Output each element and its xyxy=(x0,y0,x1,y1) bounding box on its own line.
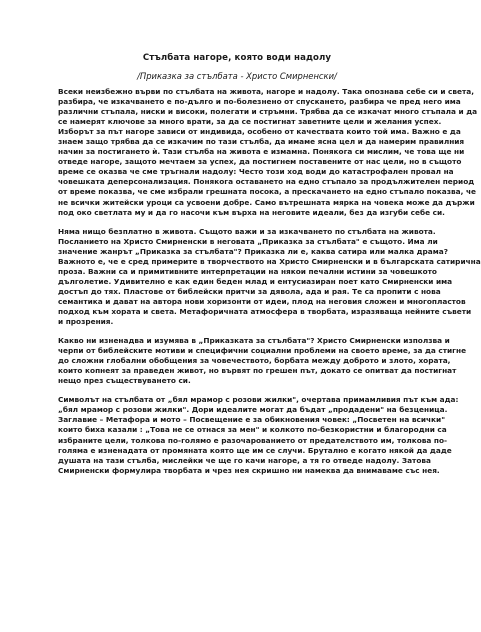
text-line: проза. Важни са и примитивните интерпретации на някои печални истини за човешкото xyxy=(58,266,437,276)
text-line: Изборът за път нагоре зависи от индивида, особено от качествата които той има. Важно е да xyxy=(58,127,461,137)
text-line: начин за постигането ѝ. Тази стълба на живота е измамна. Понякога си мислим, че това ще ни xyxy=(58,147,465,157)
text-line: Какво ни изненадва и изумява в „Приказката за стълбата"? Христо Смирненски използва и xyxy=(58,336,450,346)
text-line: които биха казали : „Това не се отнася за мен" и колкото по-безкористни и благородни са xyxy=(58,425,447,435)
text-line: не всички житейски уроци са усвоени добре. Само вътрешната мярка на човека може да държи xyxy=(58,197,475,207)
text-line: значение жанрът „Приказка за стълбата"? Приказка ли е, каква сатира или малка драма? xyxy=(58,246,448,256)
text-line: избраните цели, толкова по-голямо е разочарованието от предателството им, толкова по- xyxy=(58,435,448,445)
text-line: Смирненски формулира творбата и чрез нея скришно ни намеква да внимаваме със нея. xyxy=(58,465,440,475)
text-line: душата на тази стълба, мислейки че ще го качи нагоре, а тя го отведе надолу. Затова xyxy=(58,455,431,465)
text-line: време се оказва че сме тръгнали надолу: Често този ход води до катастрофален провал на xyxy=(58,167,454,177)
text-line: под око светлата му и да го насочи към върха на неговите идеали, без да изгуби себе си. xyxy=(58,207,445,217)
document-subtitle: /Приказка за стълбата - Христо Смирненски/ xyxy=(137,71,337,81)
text-line: Символът на стълбата от „бял мрамор с розови жилки", очертава примамливия път към ада: xyxy=(58,395,459,405)
text-line: дълголетие. Удивително е как един беден млад и ентусиазиран поет като Смирненски има xyxy=(58,276,453,286)
document-body xyxy=(58,87,481,485)
paragraph xyxy=(58,336,467,386)
text-line: от време показва, че сме избрали грешната посока, а прескачането на едно стъпало показва, че xyxy=(58,187,476,197)
text-line: голяма е изненадата от промяната която ще им се случи. Брутално е когато някой да даде xyxy=(58,445,452,455)
text-line: Важното е, че е сред примерите в творчеството на Христо Смирненски и в българската сатирична xyxy=(58,256,481,266)
text-line: Заглавие – Метафора и мото – Посвещение е за обикновения човек: „Посветен на всички" xyxy=(58,415,446,425)
text-line: „бял мрамор с розови жилки". Дори идеалите могат да бъдат „продадени" на безценица. xyxy=(58,405,448,415)
text-line: които копнеят за праведен живот, но вървят по грешен път, докато се опитват да постигнат xyxy=(58,366,457,376)
text-line: нещо през съществуването си. xyxy=(58,376,191,386)
document-title: Стълбата нагоре, която води надолу xyxy=(142,53,332,63)
text-line: знаем защо трябва да се изкачим по тази стълба, да имаме ясна цел и да намерим правилния xyxy=(58,137,465,147)
paragraph xyxy=(58,87,478,218)
paragraph xyxy=(58,226,481,327)
text-line: Няма нищо безплатно в живота. Същото важи и за изкачването по стълбата на живота. xyxy=(58,226,436,236)
text-line: подход към хората и света. Метафоричната атмосфера в творбата, изразяваща нейните съвети xyxy=(58,306,472,316)
text-line: различни стъпала, ниски и високи, полегати и стръмни. Трябва да се изкачат много стъпала и да xyxy=(58,107,478,117)
text-line: човешката деперсонализация. Понякога оставането на едно стъпало за продължителен период xyxy=(58,177,475,187)
text-line: до сложни глобални обобщения за човечеството, борбата между доброто и злото, хората, xyxy=(58,356,451,366)
paragraph xyxy=(58,395,459,475)
text-line: отведе нагоре, защото мечтаем за успех, да постигнем поставените от нас цели, но в същото xyxy=(58,157,462,167)
text-line: разбира, че изкачването е по-дълго и по-болезнено от спускането, разбира че пред него има xyxy=(58,97,461,107)
text-line: черпи от библейските мотиви и специфични социални проблеми на своето време, за да стигне xyxy=(58,346,467,356)
text-line: се намерят ключове за много врати, за да се постигнат заветните цели и желания успех. xyxy=(58,117,442,127)
text-line: Всеки неизбежно върви по стълбата на живота, нагоре и надолу. Така опознава себе си и света, xyxy=(58,87,475,96)
text-line: Посланието на Христо Смирненски в неговата „Приказка за стълбата" е същото. Има ли xyxy=(58,236,438,246)
text-line: достъп до тях. Пластове от библейски притчи за дявола, ада и рая. Те са пропити с нова xyxy=(58,286,441,296)
text-line: семантика и дават на автора нови хоризонти от идеи, плод на неговия сложен и многопластов xyxy=(58,296,466,306)
text-line: и прозрения. xyxy=(58,317,114,327)
